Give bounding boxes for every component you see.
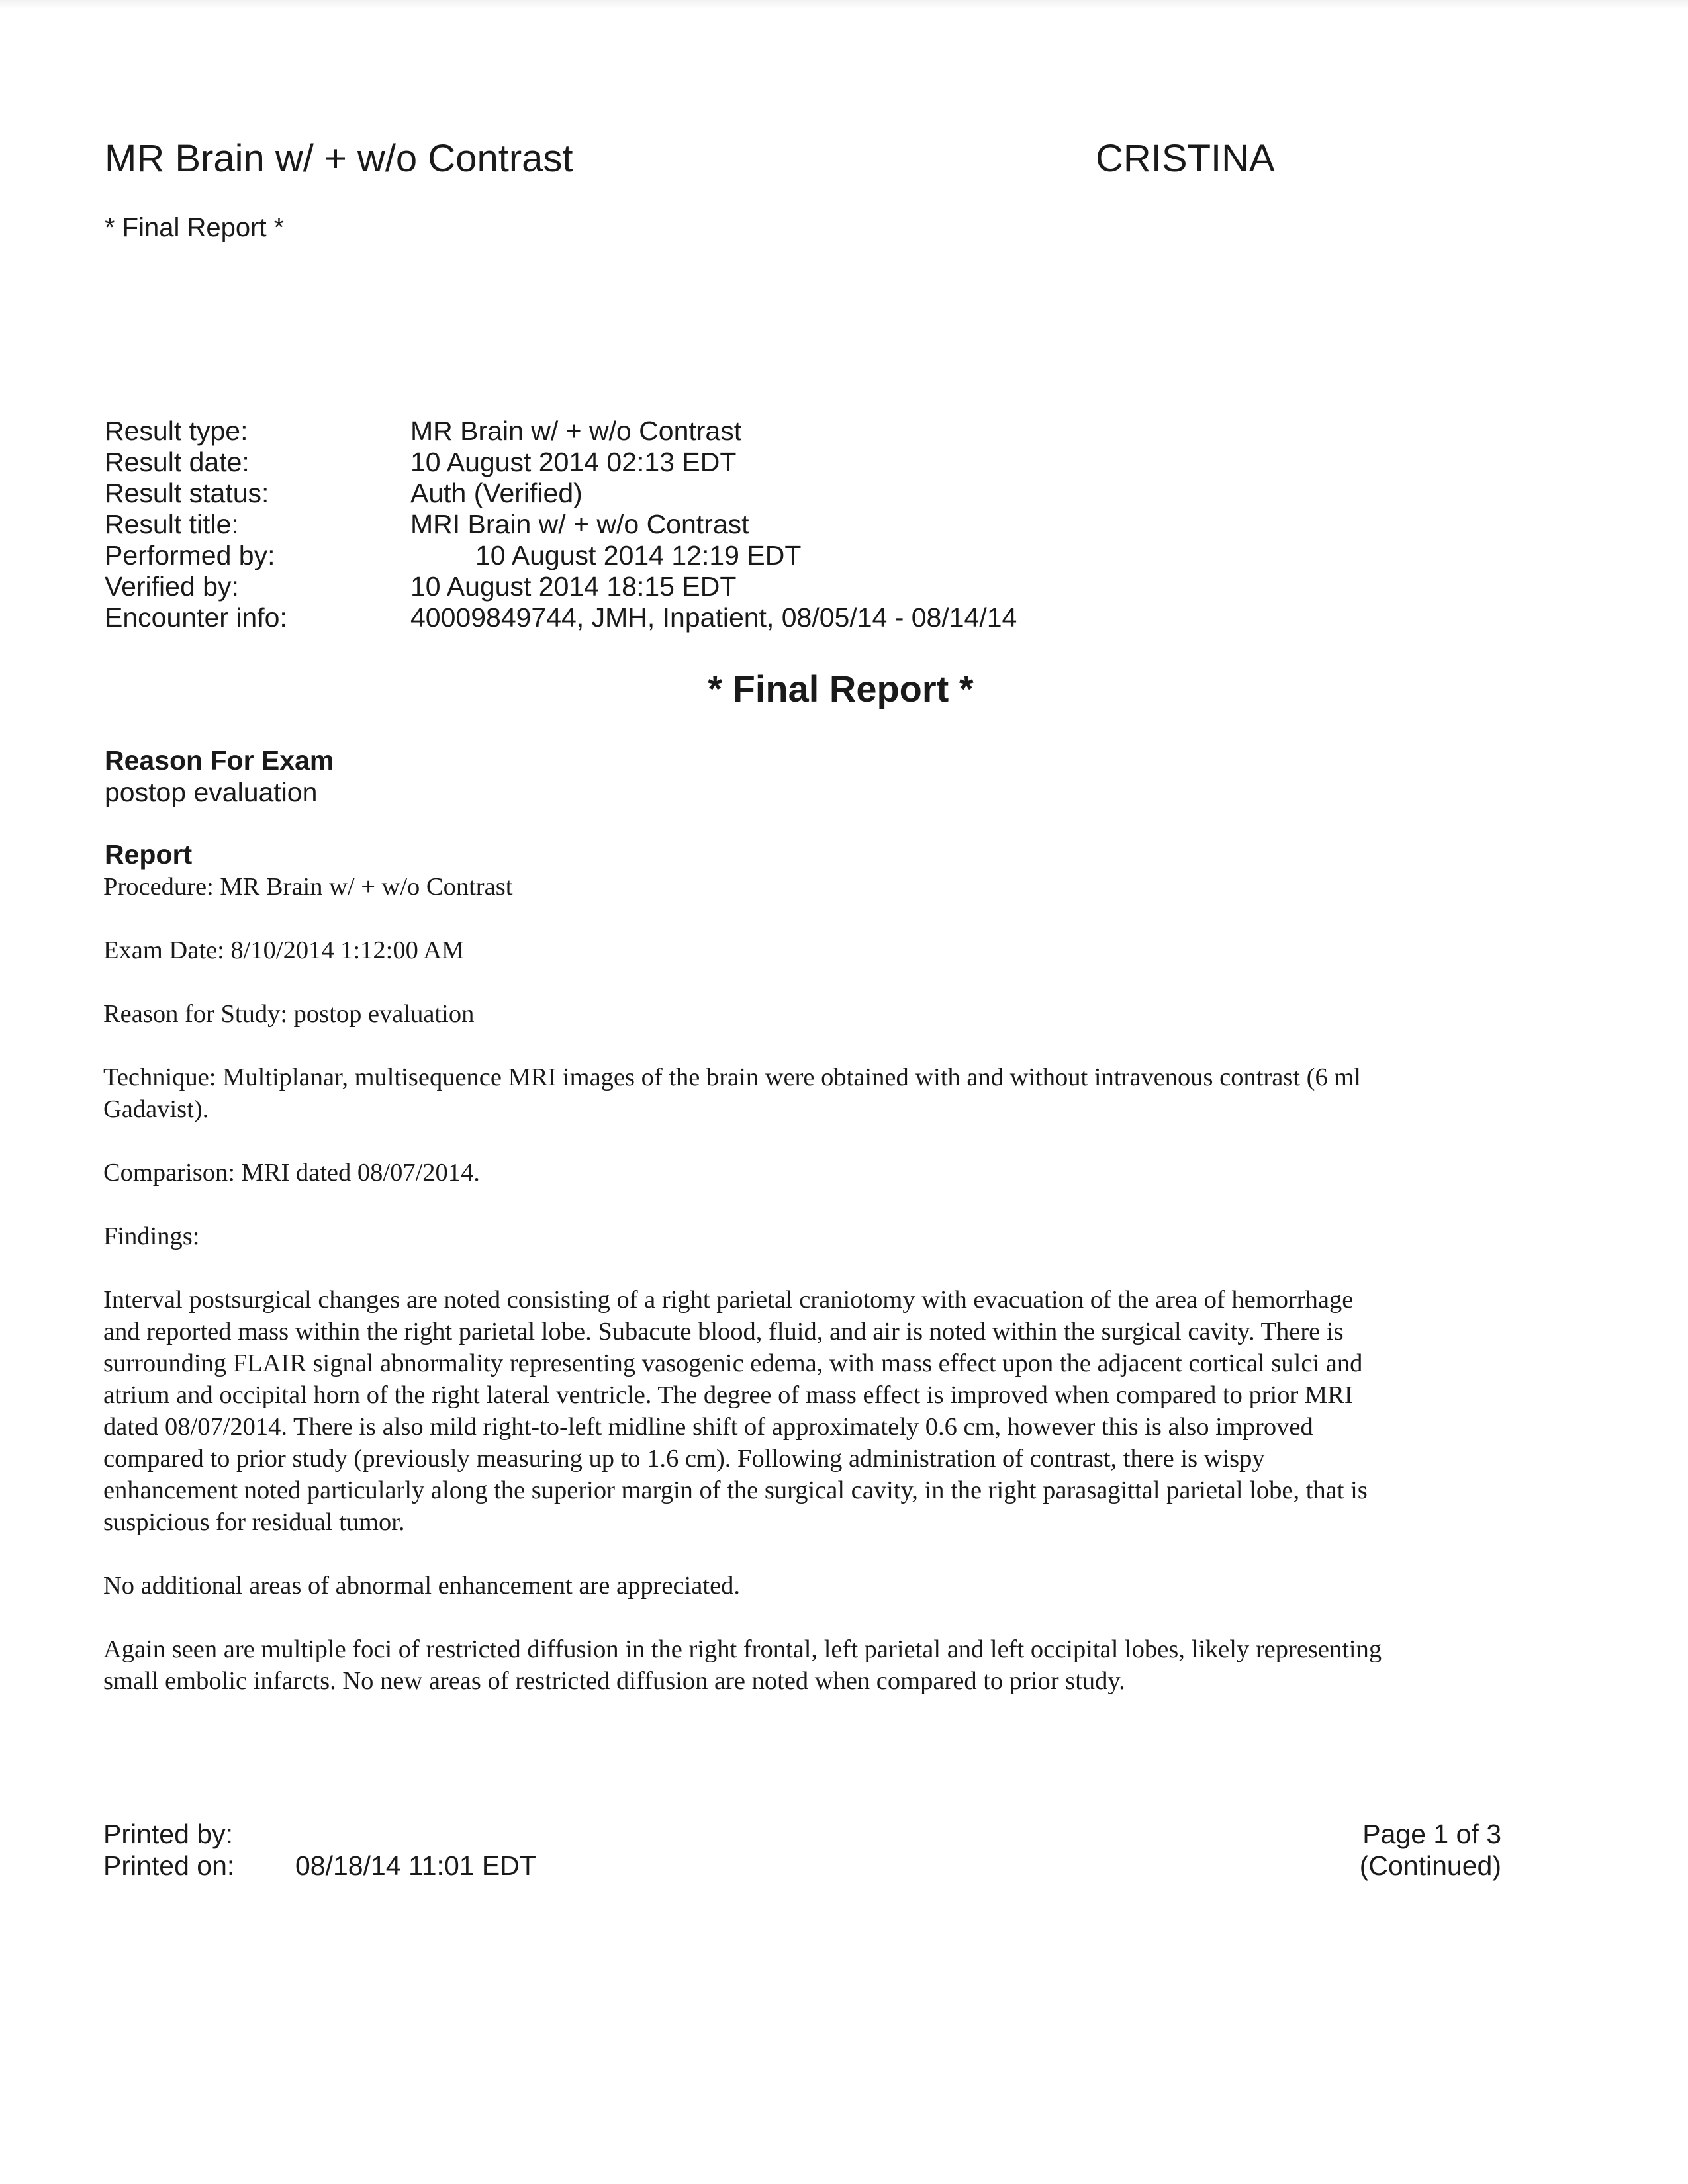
meta-value: 40009849744, JMH, Inpatient, 08/05/14 - 08/14/14 [410, 602, 1017, 633]
page-title: MR Brain w/ + w/o Contrast [105, 137, 573, 180]
findings-line: enhancement noted particularly along the superior margin of the surgical cavity, in the right parasagittal parietal lobe, that is [103, 1477, 1368, 1504]
findings-line: atrium and occipital horn of the right lateral ventricle. The degree of mass effect is improved when compared to prior MRI [103, 1381, 1353, 1409]
findings-line: dated 08/07/2014. There is also mild right-to-left midline shift of approximately 0.6 cm, however this is also improved [103, 1413, 1313, 1441]
report-procedure: Procedure: MR Brain w/ + w/o Contrast [103, 873, 513, 901]
meta-label: Result date: [105, 447, 250, 477]
findings-line: Again seen are multiple foci of restricted diffusion in the right frontal, left parietal and left occipital lobes, likely representing [103, 1635, 1382, 1663]
findings-no-additional: No additional areas of abnormal enhancement are appreciated. [103, 1572, 741, 1600]
meta-label: Result status: [105, 478, 269, 508]
meta-label: Result type: [105, 416, 248, 446]
scan-edge [0, 0, 1688, 9]
final-report-heading [0, 667, 1688, 710]
meta-label: Performed by: [105, 540, 275, 570]
reason-for-exam-text: postop evaluation [105, 777, 318, 807]
meta-value: 10 August 2014 02:13 EDT [410, 447, 737, 477]
meta-value: Auth (Verified) [410, 478, 583, 508]
report-findings-label: Findings: [103, 1222, 200, 1250]
reason-for-exam-heading: Reason For Exam [105, 745, 334, 776]
findings-line: small embolic infarcts. No new areas of restricted diffusion are noted when compared to prior study. [103, 1667, 1125, 1695]
report-technique-line: Gadavist). [103, 1095, 209, 1123]
page-number: Page 1 of 3 [1362, 1819, 1501, 1849]
findings-line: Interval postsurgical changes are noted consisting of a right parietal craniotomy with evacuation of the area of hemorrhage [103, 1286, 1354, 1314]
meta-value: MRI Brain w/ + w/o Contrast [410, 509, 749, 539]
report-comparison: Comparison: MRI dated 08/07/2014. [103, 1159, 480, 1187]
continued-label: (Continued) [1359, 1850, 1501, 1881]
findings-line: suspicious for residual tumor. [103, 1508, 405, 1536]
printed-on-value: 08/18/14 11:01 EDT [295, 1850, 536, 1881]
meta-label: Result title: [105, 509, 239, 539]
findings-line: surrounding FLAIR signal abnormality representing vasogenic edema, with mass effect upon the adjacent cortical sulci and [103, 1349, 1363, 1377]
meta-value: MR Brain w/ + w/o Contrast [410, 416, 742, 446]
final-report-heading-text: * Final Report * [708, 668, 974, 709]
printed-on-label: Printed on: [103, 1850, 235, 1881]
findings-line: and reported mass within the right parietal lobe. Subacute blood, fluid, and air is noted within the surgical cavity. There is [103, 1318, 1344, 1345]
meta-label: Verified by: [105, 571, 239, 602]
report-technique-line: Technique: Multiplanar, multisequence MRI images of the brain were obtained with and without intravenous contrast (6 ml [103, 1064, 1361, 1091]
printed-by-label: Printed by: [103, 1819, 233, 1849]
report-status-subtitle: * Final Report * [105, 213, 285, 242]
report-heading: Report [105, 839, 193, 870]
patient-name: CRISTINA [1096, 137, 1275, 180]
meta-value: 10 August 2014 18:15 EDT [410, 571, 737, 602]
meta-label: Encounter info: [105, 602, 287, 633]
findings-line: compared to prior study (previously measuring up to 1.6 cm). Following administration of contrast, there is wispy [103, 1445, 1265, 1473]
report-reason-for-study: Reason for Study: postop evaluation [103, 1000, 475, 1028]
meta-value: 10 August 2014 12:19 EDT [475, 540, 802, 570]
report-exam-date: Exam Date: 8/10/2014 1:12:00 AM [103, 936, 465, 964]
